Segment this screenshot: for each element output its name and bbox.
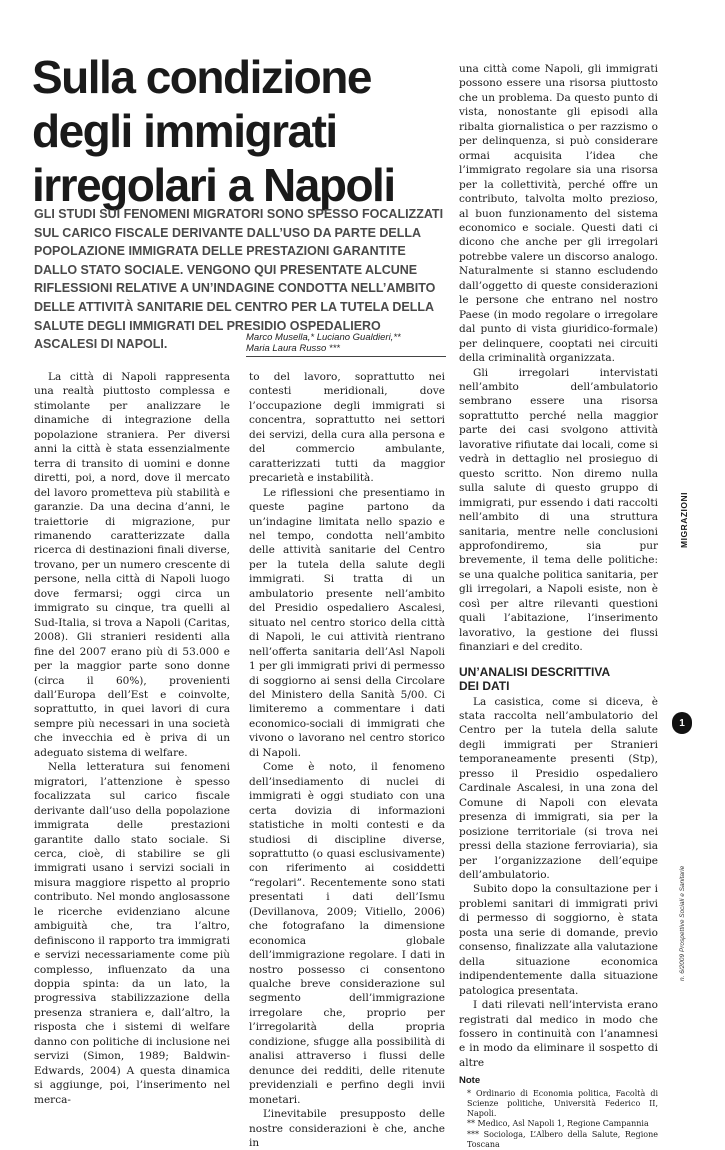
paragraph: La casistica, come si diceva, è stata raccolta nell’ambulatorio del Centro per la tutela della salute degli immigrati per Stranieri temporaneamente presenti (Stp), presso il Presidio ospedaliero Cardinale Ascalesi, in una zona del Comune di Napoli con elevata presenza di immigrati, sia per la posizione territoriale (si trova nei pressi della stazione ferroviaria), sia per l’organizzazione dell’equipe dell’ambulatorio. — [459, 695, 658, 882]
authors-line: Marco Musella,* Luciano Gualdieri,** — [246, 332, 401, 343]
section-tag — [674, 490, 694, 550]
paragraph: I dati rilevati nell’intervista erano registrati dal medico in modo che fossero in continuità con l’anamnesi e in modo da eliminare il sospetto di altre — [459, 999, 658, 1069]
section-heading-line: UN’ANALISI DESCRITTIVA — [459, 664, 611, 679]
article-lead: GLI STUDI SUI FENOMENI MIGRATORI SONO SPESSO FOCALIZZATI SUL CARICO FISCALE DERIVANTE DALL’USO DA PARTE DELLA POPOLAZIONE IMMIGRATA DELLE PRESTAZIONI GARANTITE DALLO STATO SOCIALE. VENGONO QUI PRESENTATE ALCUNE RIFLESSIONI RELATIVE A UN’INDAGINE CONDOTTA NELL’AMBITO DELLE ATTIVITÀ SANITARIE DEL CENTRO PER LA TUTELA DELLA SALUTE DEGLI IMMIGRATI DEL PRESIDIO OSPEDALIERO ASCALESI DI NAPOLI. — [34, 207, 444, 352]
body-column-right — [459, 62, 658, 1150]
body-column-middle — [249, 370, 445, 1150]
paragraph: L’inevitabile presupposto delle nostre considerazioni è che, anche in — [249, 1108, 445, 1150]
title-line: irregolari a Napoli — [32, 159, 395, 211]
title-line: degli immigrati — [32, 105, 337, 157]
paragraph: Gli irregolari intervistati nell’ambito dell’ambulatorio sembrano essere una risorsa soprattutto perché nella maggior parte dei casi svolgono attività lavorative rifiutate dai locali, come si vedrà in dettaglio nel prosieguo di questo scritto. Non diremo nulla sulla salute di questo gruppo di immigrati, pur essendo i dati raccolti nell’ambito di una struttura sanitaria, mentre nelle conclusioni approfondiremo, sia pur brevemente, il tema delle politiche: se una qualche politica sanitaria, per gli irregolari, a Napoli esiste, non è così per altre rilevanti questioni quali l’abitazione, l’inserimento lavorativo, la gestione dei flussi finanziari e del credito. — [459, 366, 658, 654]
paragraph: La città di Napoli rappresenta una realtà piuttosto complessa e stimolante per analizzare le dinamiche di integrazione della popolazione straniera. Per diversi anni la città è stata essenzialmente terra di transito di uomini e donne diretti, poi, a nord, dove il mercato del lavoro prometteva più stabilità e garanzie. Da una decina d’anni, le traiettorie di migrazione, pur rimanendo caratterizzate dalla ricerca di destinazioni finali diverse, trovano, per un numero crescente di persone, nella città di Napoli luogo dove fermarsi; oggi circa un immigrato su cinque, tra quelli al Sud-Italia, si trova a Napoli (Caritas, 2008). Gli stranieri residenti alla fine del 2007 erano più di 53.000 e per la maggior parte sono donne (circa il 60%), provenienti dall’Europa dell’Est e coinvolte, soprattutto, in quei lavori di cura sempre più necessari in una società che invecchia ed è priva di un adeguato sistema di welfare. — [34, 371, 230, 759]
paragraph: Nella letteratura sui fenomeni migratori, l’attenzione è spesso focalizzata sul carico fiscale derivante dall’uso della popolazione immigrata delle prestazioni garantite dallo stato sociale. Si cerca, cioè, di stabilire se gli immigrati usano i servizi sociali in misura maggiore rispetto al proprio contributo. Nel mondo anglosassone le ricerche evidenziano alcune ambiguità che, tra l’altro, definiscono il rapporto tra immigrati e servizi necessariamente come più complesso, influenzato da una doppia spinta: da un lato, la progressiva stabilizzazione della presenza straniera e, dall’altro, la risposta che i sistemi di welfare danno con politiche di inclusione nei servizi (Simon, 1989; Baldwin-Edwards, 2004) A questa dinamica si aggiunge, poi, l’inserimento nel merca- — [34, 761, 230, 1106]
section-heading-line: DEI DATI — [459, 678, 510, 693]
footnote: *** Sociologa, L’Albero della Salute, Regione Toscana — [467, 1129, 658, 1149]
footnotes-heading: Note — [459, 1075, 481, 1087]
authors-line: Maria Laura Russo *** — [246, 342, 340, 354]
footnotes — [459, 1074, 658, 1150]
authors — [246, 333, 446, 357]
article-title — [32, 50, 472, 212]
paragraph: una città come Napoli, gli immigrati possono essere una risorsa piuttosto che un problema. Da questo punto di vista, nonostante gli episodi alla ribalta giornalistica o per razzismo o per delinquenza, si può considerare ormai acquisita l’idea che l’immigrato regolare sia una risorsa per la collettività, perché offre un contributo, talvolta molto prezioso, al buon funzionamento del sistema economico e sociale. Questi dati ci dicono che anche per gli irregolari potrebbe valere un discorso analogo. Naturalmente si stanno escludendo dall’oggetto di queste considerazioni le persone che entrano nel nostro Paese (in modo regolare o irregolare dal punto di vista giuridico-formale) per delinquere, cooptati nei circuiti della criminalità organizzata. — [459, 63, 658, 365]
page-number-badge: 1 — [672, 712, 692, 734]
section-heading — [459, 665, 658, 693]
paragraph: Come è noto, il fenomeno dell’insediamento di nuclei di immigrati è oggi studiato con una certa dovizia di informazioni statistiche in molti contesti e da studiosi di discipline diverse, soprattutto (o quasi esclusivamente) con riferimento ai cosiddetti “regolari”. Recentemente sono stati presentati i dati dell’Ismu (Devillanova, 2009; Vitiello, 2006) che fotografano la dimensione economica globale dell’immigrazione regolare. I dati in nostro possesso ci consentono qualche breve considerazione sul segmento dell’immigrazione irregolare che, proprio per l’irregolarità della propria condizione, sfugge alla possibilità di analisi attraverso i flussi delle denunce dei redditi, delle ritenute previdenziali e perfino degli invii monetari. — [249, 761, 445, 1106]
paragraph: Subito dopo la consultazione per i problemi sanitari di immigrati privi di permesso di soggiorno, è stata posta una serie di domande, previo consenso, finalizzate alla valutazione della situazione economica indipendentemente dalla situazione patologica presentata. — [459, 883, 658, 997]
title-line: Sulla condizione — [32, 51, 371, 103]
paragraph: Le riflessioni che presentiamo in queste pagine partono da un’indagine limitata nello spazio e nel tempo, condotta nell’ambito delle attività sanitarie del Centro per la tutela della salute degli immigrati. Si tratta di un ambulatorio presente nell’ambito del Presidio ospedaliero Ascalesi, situato nel centro storico della città di Napoli, le cui attività rientrano nell’offerta sanitaria dell’Asl Napoli 1 per gli immigrati privi di permesso di soggiorno ai sensi della Circolare del Ministero della Sanità 5/00. Ci limiteremo a commentare i dati economico-sociali di immigrati che vivono o lavorano nel centro storico di Napoli. — [249, 486, 445, 759]
footnote: * Ordinario di Economia politica, Facoltà di Scienze politiche, Università Federico II, Napoli. — [467, 1088, 658, 1119]
body-column-left — [34, 370, 230, 1107]
copyright-line: n. 6/2009 Prospettive Sociali e Sanitarie — [679, 865, 686, 981]
section-tag-label: MIGRAZIONI — [679, 492, 689, 548]
footnote: ** Medico, Asl Napoli 1, Regione Campannia — [467, 1119, 649, 1129]
paragraph: to del lavoro, soprattutto nei contesti meridionali, dove l’occupazione degli immigrati si concentra, soprattutto nei settori dei servizi, della cura alla persona e del commercio ambulante, caratterizzati tutti da maggior precarietà e instabilità. — [249, 371, 445, 485]
